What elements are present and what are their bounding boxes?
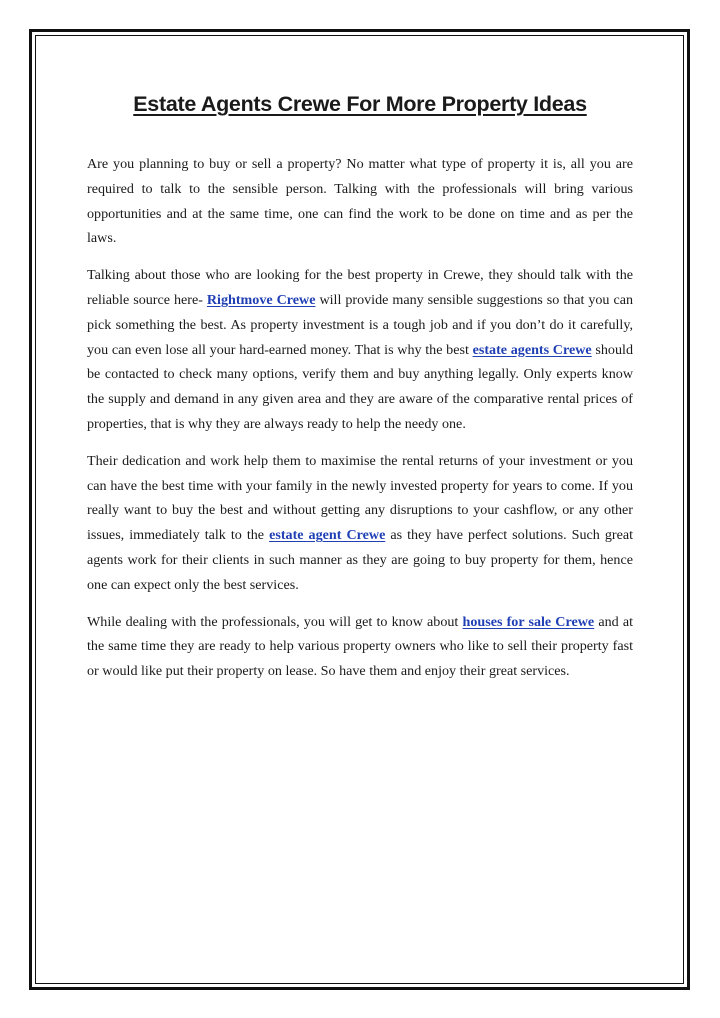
link-estate-agents-crewe[interactable]: estate agents Crewe xyxy=(472,341,592,358)
paragraph-text: While dealing with the professionals, you will get to know about xyxy=(87,613,463,630)
paragraph-rightmove xyxy=(87,263,633,437)
paragraph-intro xyxy=(87,152,633,251)
paragraph-text: and at the same time they are ready to help various property owners who like to sell their property fast or would like put their property on lease. So have them and enjoy their great services. xyxy=(87,613,633,680)
paragraph-houses xyxy=(87,610,633,684)
paragraph-text: Their dedication and work help them to maximise the rental returns of your investment or you can have the best time with your family in the newly invested property for years to come. If you really want to buy the best and without getting any disruptions to your cashflow, or any other issues, immediately talk to the xyxy=(87,452,633,544)
link-estate-agent-crewe[interactable]: estate agent Crewe xyxy=(269,527,386,544)
document-title: Estate Agents Crewe For More Property Ideas xyxy=(133,92,587,116)
paragraph-text: Talking about those who are looking for the best property in Crewe, they should talk with the reliable source here- xyxy=(87,267,633,308)
paragraph-intro-text: Are you planning to buy or sell a property? No matter what type of property it is, all you are required to talk to the sensible person. Talking with the professionals will bring various opportunities and at the same time, one can find the work to be done on time and as per the laws. xyxy=(87,156,633,247)
link-rightmove-crewe[interactable]: Rightmove Crewe xyxy=(206,291,316,308)
paragraph-text: will provide many sensible suggestions so that you can pick something the best. As property investment is a tough job and if you don’t do it carefully, you can even lose all your hard-earned money. That is why the best xyxy=(87,291,633,358)
paragraph-text: should be contacted to check many options, verify them and buy anything legally. Only experts know the supply and demand in any given area and they are aware of the comparative rental prices of properties, that is why they are always ready to help the needy one. xyxy=(87,341,633,432)
paragraph-dedication xyxy=(87,449,633,598)
document-body xyxy=(87,86,633,696)
link-houses-for-sale-crewe[interactable]: houses for sale Crewe xyxy=(462,613,595,630)
paragraph-text: as they have perfect solutions. Such great agents work for their clients in such manner as they are going to buy property for them, hence one can expect only the best services. xyxy=(87,527,634,593)
